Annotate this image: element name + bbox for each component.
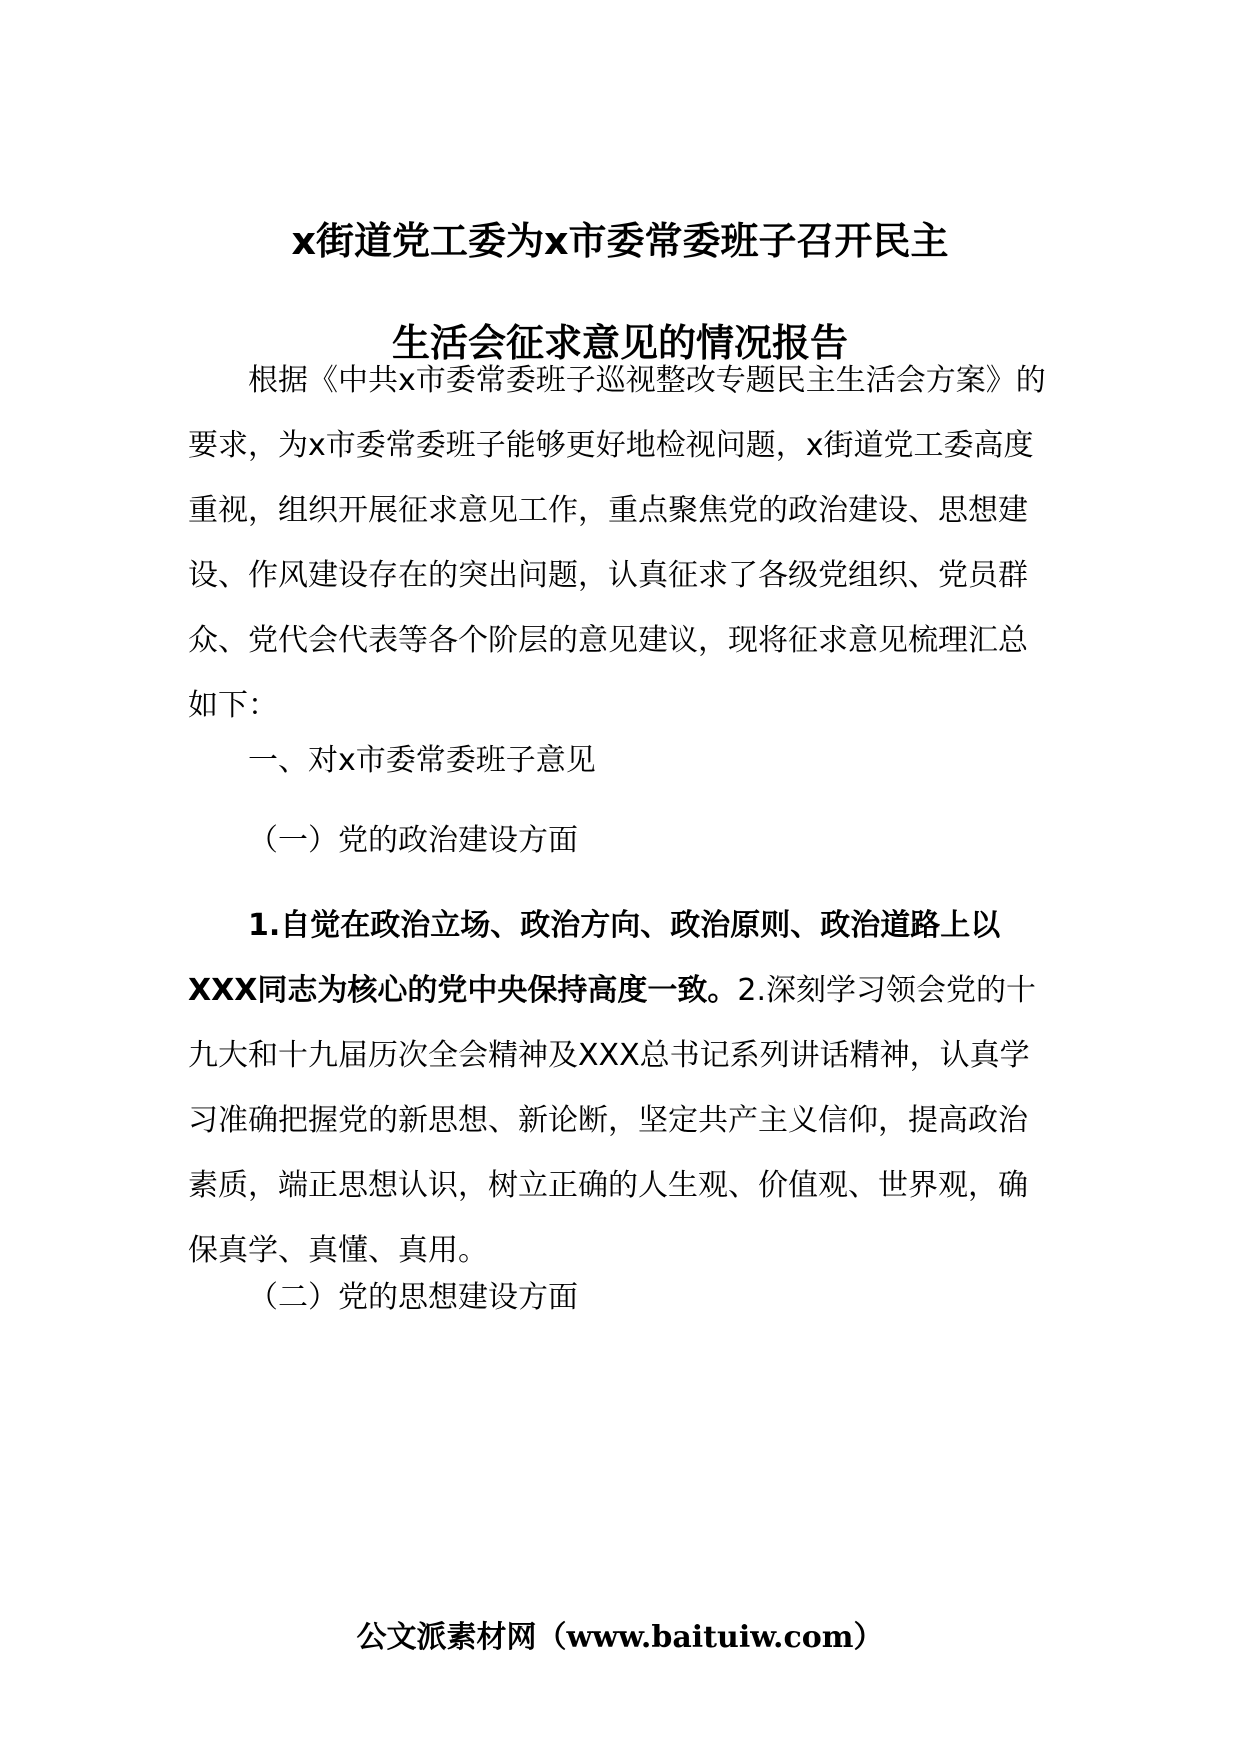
subsection-heading-1: （一）党的政治建设方面 (248, 823, 578, 858)
footer-site-name: 公文派素材网 (356, 1620, 537, 1655)
title-line-2: 生活会征求意见的情况报告 (391, 321, 848, 365)
title-line-1: x街道党工委为x市委常委班子召开民主 (291, 219, 949, 263)
footer-site-url: （www.baituiw.com） (536, 1620, 884, 1655)
item-1-bold-text: 1.自觉在政治立场、政治方向、政治原则、政治道路上以XXX同志为核心的党中央保持高度一致。 (188, 908, 1001, 1008)
section-heading-1: 一、对x市委常委班子意见 (248, 743, 596, 778)
subsection-heading-2: （二）党的思想建设方面 (248, 1280, 578, 1315)
item-paragraph (188, 893, 1052, 1283)
intro-paragraph: 根据《中共x市委常委班子巡视整改专题民主生活会方案》的要求，为x市委常委班子能够更好地检视问题，x街道党工委高度重视，组织开展征求意见工作，重点聚焦党的政治建设、思想建设、作风建设存在的突出问题，认真征求了各级党组织、党员群众、党代会代表等各个阶层的意见建议，现将征求意见梳理汇总如下： (188, 363, 1046, 723)
item-2-text: 2.深刻学习领会党的十九大和十九届历次全会精神及XXX总书记系列讲话精神，认真学习准确把握党的新思想、新论断，坚定共产主义信仰，提高政治素质，端正思想认识，树立正确的人生观、价值观、世界观，确保真学、真懂、真用。 (188, 973, 1037, 1268)
page-footer (150, 1612, 1090, 1656)
